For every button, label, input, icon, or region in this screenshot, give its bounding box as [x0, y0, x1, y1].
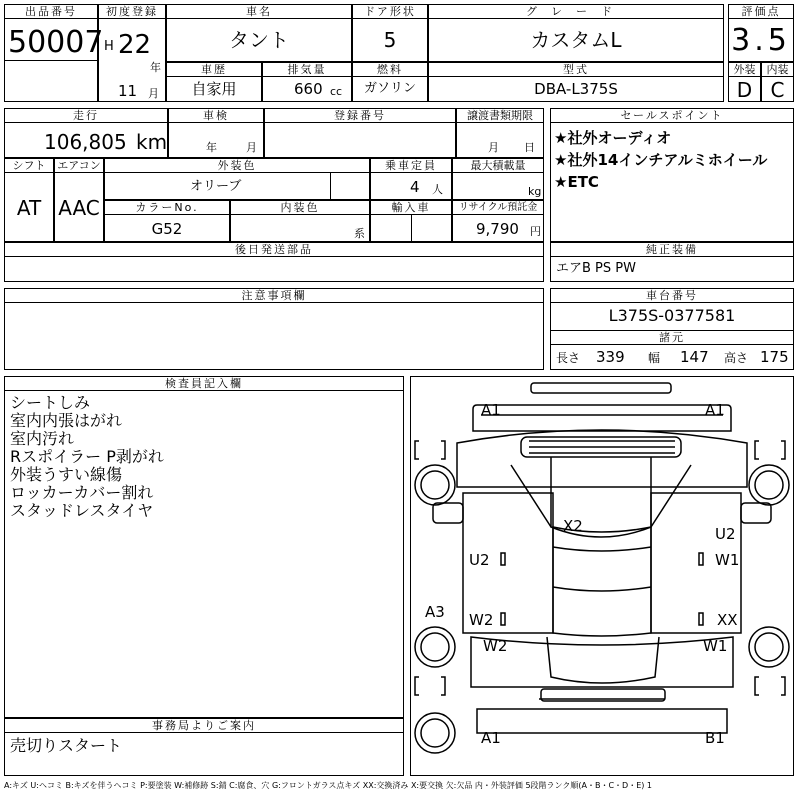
insp-year: 年 — [206, 141, 217, 154]
height: 175 — [760, 348, 789, 366]
chassis-label: 車台番号 — [550, 288, 794, 303]
int-color-label: 内装色 — [230, 200, 370, 215]
exterior-score: D — [736, 78, 753, 102]
exterior-label: 外装 — [728, 62, 761, 77]
import-label: 輸入車 — [370, 200, 452, 215]
equipment: エアB PS PW — [556, 261, 636, 276]
inspector-line: ロッカーカバー割れ — [10, 483, 154, 502]
fuel-label: 燃料 — [352, 62, 428, 77]
legend-footer: A:キズ U:ヘコミ B:キズを伴うヘコミ P:要塗装 W:補修跡 S:錆 C:腐食、穴 G:フロントガラス点キズ XX:交換済み X:要交換 欠:欠品 内・外装評価 5段階ランク順(A・B・C・D・E) 1 — [4, 781, 653, 790]
score: 3.5 — [731, 23, 791, 58]
damage-b1-rear-right: B1 — [705, 729, 725, 747]
damage-w2-left: W2 — [469, 611, 494, 629]
history: 自家用 — [191, 80, 237, 98]
month-unit: 月 — [148, 87, 159, 100]
inspector-notes — [10, 394, 164, 520]
notes-label: 注意事項欄 — [4, 288, 544, 303]
reg-year: 22 — [118, 30, 152, 60]
history-label: 車歴 — [166, 62, 262, 77]
damage-xx: XX — [717, 611, 738, 629]
equipment-label: 純正装備 — [550, 242, 794, 257]
doors-label: ドア形状 — [352, 4, 428, 19]
era: H — [104, 39, 114, 54]
office-label: 事務局よりご案内 — [4, 718, 404, 733]
sales-item-3: ★ETC — [554, 173, 599, 191]
sales-label: セールスポイント — [550, 108, 794, 123]
interior-label: 内装 — [761, 62, 794, 77]
car-name: タント — [229, 28, 289, 52]
damage-w1-right: W1 — [715, 551, 740, 569]
load-label: 最大積載量 — [452, 158, 544, 173]
damage-u2-left: U2 — [469, 551, 490, 569]
inspector-line: スタッドレスタイヤ — [10, 501, 154, 520]
dims-label: 諸元 — [550, 330, 794, 345]
mileage-label: 走行 — [4, 108, 168, 123]
lot-label: 出品番号 — [4, 4, 98, 19]
color-no: G52 — [151, 220, 183, 238]
damage-a1-front-right: A1 — [705, 401, 725, 419]
transfer-month: 月 — [488, 141, 499, 154]
damage-w2-left-rear: W2 — [483, 637, 508, 655]
damage-a1-rear-left: A1 — [481, 729, 501, 747]
first-reg-label: 初度登録 — [98, 4, 166, 19]
capacity: 4 — [410, 178, 420, 196]
mileage: 106,805 — [44, 130, 127, 154]
length: 339 — [596, 348, 625, 366]
sales-item-1: ★社外オーディオ — [554, 129, 672, 147]
inspection-label: 車検 — [168, 108, 264, 123]
interior-score: C — [770, 78, 785, 102]
recycle: 9,790 — [476, 220, 519, 238]
damage-a1-front-left: A1 — [481, 401, 501, 419]
reg-no-label: 登録番号 — [264, 108, 456, 123]
shift: AT — [16, 196, 42, 220]
shift-label: シフト — [4, 158, 54, 173]
damage-x2: X2 — [563, 517, 583, 535]
width: 147 — [680, 348, 709, 366]
capacity-unit: 人 — [432, 183, 443, 196]
length-label: 長さ — [556, 351, 581, 365]
inspector-line: Rスポイラー P剥がれ — [10, 447, 164, 466]
model-label: 型式 — [428, 62, 724, 77]
capacity-label: 乗車定員 — [370, 158, 452, 173]
recycle-label: リサイクル預託金 — [452, 200, 544, 215]
score-label: 評価点 — [728, 4, 794, 19]
damage-w1-right-rear: W1 — [703, 637, 728, 655]
fuel: ガソリン — [363, 81, 416, 96]
color-no-label: カラーNo. — [104, 200, 230, 215]
inspector-line: 室内内張はがれ — [10, 411, 123, 430]
grade-label: グレード — [428, 4, 724, 19]
transfer-day: 日 — [524, 141, 535, 154]
inspector-line: シートしみ — [10, 393, 91, 412]
damage-u2-right: U2 — [715, 525, 736, 543]
int-color-unit: 系 — [354, 227, 365, 240]
doors: 5 — [383, 28, 397, 52]
model: DBA-L375S — [534, 80, 618, 98]
load-unit: kg — [528, 185, 542, 198]
car-diagram — [410, 376, 794, 776]
car-name-label: 車名 — [166, 4, 352, 19]
height-label: 高さ — [724, 351, 749, 365]
insp-month: 月 — [246, 141, 257, 154]
lot-number: 50007 — [8, 25, 104, 60]
displacement-label: 排気量 — [262, 62, 352, 77]
office-note: 売切りスタート — [10, 736, 123, 755]
transfer-label: 譲渡書類期限 — [456, 108, 544, 123]
year-unit: 年 — [150, 61, 161, 74]
grade: カスタムL — [530, 28, 622, 52]
width-label: 幅 — [648, 351, 661, 365]
inspector-label: 検査員記入欄 — [4, 376, 404, 391]
damage-a3: A3 — [425, 603, 445, 621]
recycle-unit: 円 — [530, 225, 541, 238]
ac: AAC — [58, 196, 100, 220]
chassis-number: L375S-0377581 — [608, 306, 736, 325]
inspector-line: 外装うすい線傷 — [10, 465, 123, 484]
ac-label: エアコン — [54, 158, 104, 173]
inspector-line: 室内汚れ — [10, 429, 75, 448]
ext-color-label: 外装色 — [104, 158, 370, 173]
mileage-unit: km — [136, 130, 168, 154]
sales-item-2: ★社外14インチアルミホイール — [554, 151, 768, 169]
displacement: 660 — [294, 80, 323, 98]
reg-month: 11 — [118, 82, 138, 100]
later-parts-label: 後日発送部品 — [4, 242, 544, 257]
ext-color: オリーブ — [190, 179, 242, 194]
displacement-unit: cc — [330, 85, 343, 98]
